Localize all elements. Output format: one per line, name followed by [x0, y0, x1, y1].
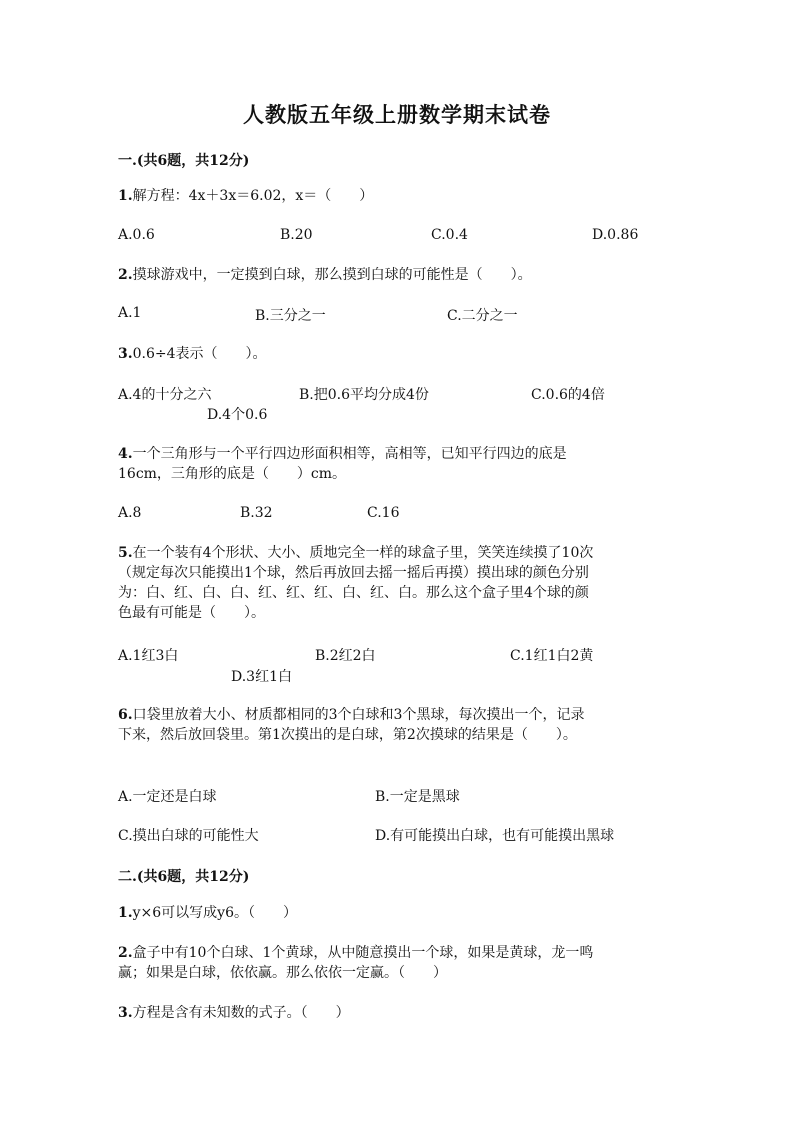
option-b: B.把0.6平均分成4份	[299, 387, 429, 403]
option-b: B.20	[280, 227, 313, 243]
question-number: 1.	[118, 188, 133, 204]
question-number: 2.	[118, 267, 133, 283]
question-text-line: 16cm，三角形的底是（ ）cm。	[118, 466, 347, 482]
question-number: 2.	[118, 945, 133, 961]
question-text: 摸球游戏中，一定摸到白球，那么摸到白球的可能性是（ ）。	[132, 267, 532, 283]
page-title: 人教版五年级上册数学期末试卷	[243, 102, 551, 127]
question-text-line: 在一个装有4个形状、大小、质地完全一样的球盒子里，笑笑连续摸了10次	[132, 545, 594, 561]
question-number: 6.	[118, 707, 133, 723]
judgment-question-2	[118, 943, 678, 983]
option-d: D.有可能摸出白球，也有可能摸出黑球	[375, 828, 615, 844]
option-a: A.1	[118, 305, 142, 321]
question-4	[118, 444, 678, 484]
option-c: C.二分之一	[447, 308, 518, 324]
question-text: 0.6÷4表示（ ）。	[132, 346, 267, 362]
judgment-question-3	[118, 1003, 678, 1023]
question-number: 4.	[118, 446, 133, 462]
option-b: B.2红2白	[315, 648, 376, 664]
question-text-line: 色最有可能是（ ）。	[118, 605, 265, 621]
option-c: C.0.4	[431, 227, 468, 243]
option-d: D.4个0.6	[207, 407, 268, 423]
question-5	[118, 543, 678, 623]
judgment-question-1	[118, 903, 678, 923]
option-a: A.一定还是白球	[118, 789, 217, 805]
question-text-line: 赢；如果是白球，依依赢。那么依依一定赢。（ ）	[118, 965, 447, 981]
option-c: C.0.6的4倍	[531, 387, 605, 403]
question-number: 5.	[118, 545, 133, 561]
question-text: 方程是含有未知数的式子。（ ）	[132, 1005, 350, 1021]
question-text-line: （规定每次只能摸出1个球，然后再放回去摇一摇后再摸）摸出球的颜色分别	[118, 565, 589, 581]
option-a: A.1红3白	[118, 648, 179, 664]
question-text-line: 口袋里放着大小、材质都相同的3个白球和3个黑球，每次摸出一个，记录	[132, 707, 585, 723]
question-text-line: 为：白、红、白、白、红、红、红、白、红、白。那么这个盒子里4个球的颜	[118, 585, 589, 601]
section-heading-1: 一.(共6题，共12分)	[118, 153, 250, 169]
question-6	[118, 705, 678, 745]
section-heading-2: 二.(共6题，共12分)	[118, 869, 250, 885]
option-c: C.摸出白球的可能性大	[118, 828, 259, 844]
option-c: C.16	[367, 505, 400, 521]
option-a: A.0.6	[118, 227, 155, 243]
option-b: B.32	[240, 505, 273, 521]
option-c: C.1红1白2黄	[510, 648, 594, 664]
option-a: A.8	[118, 505, 142, 521]
option-d: D.0.86	[592, 227, 639, 243]
question-number: 1.	[118, 905, 133, 921]
question-number: 3.	[118, 346, 133, 362]
question-2	[118, 265, 678, 285]
question-3	[118, 344, 678, 364]
option-a: A.4的十分之六	[118, 387, 212, 403]
question-1	[118, 186, 678, 206]
question-text: 解方程：4x＋3x＝6.02，x＝（ ）	[132, 188, 374, 204]
option-d: D.3红1白	[231, 669, 292, 685]
option-b: B.一定是黑球	[375, 789, 460, 805]
question-text-line: 下来，然后放回袋里。第1次摸出的是白球，第2次摸球的结果是（ ）。	[118, 727, 577, 743]
option-b: B.三分之一	[255, 308, 326, 324]
question-text: y×6可以写成y6。（ ）	[132, 905, 297, 921]
question-text-line: 盒子中有10个白球、1个黄球，从中随意摸出一个球，如果是黄球，龙一鸣	[132, 945, 594, 961]
question-text-line: 一个三角形与一个平行四边形面积相等，高相等，已知平行四边的底是	[132, 446, 567, 462]
question-number: 3.	[118, 1005, 133, 1021]
